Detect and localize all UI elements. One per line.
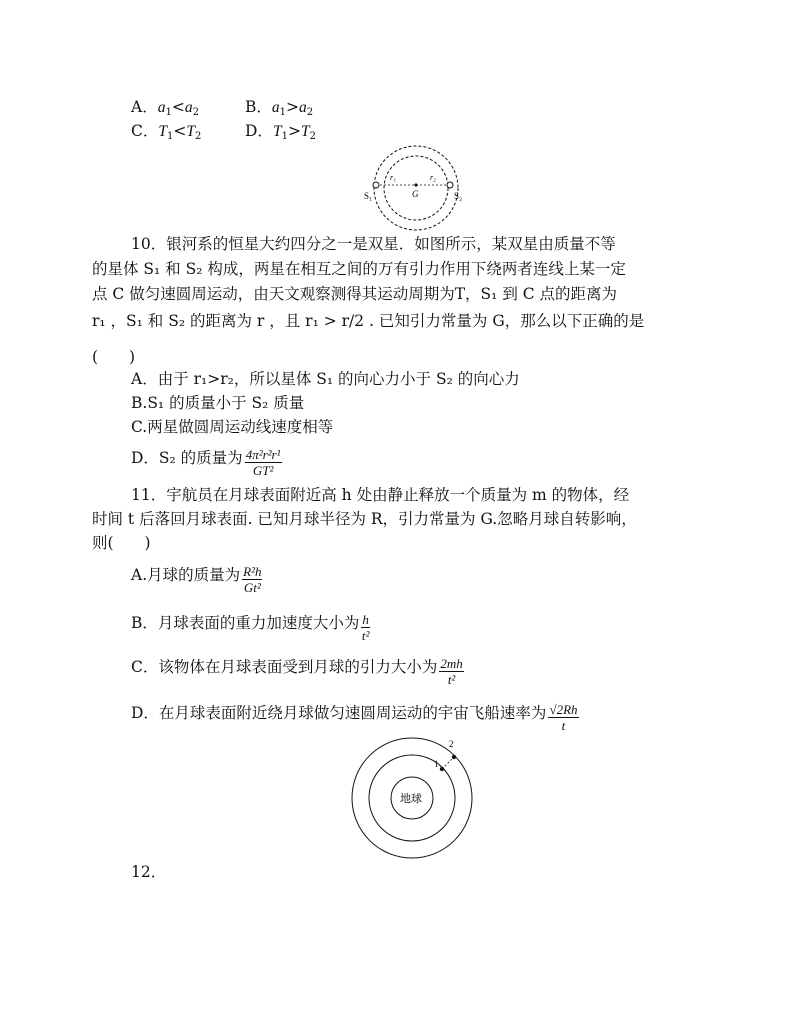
star-s2 <box>447 182 453 188</box>
q11-line-2: 时间 t 后落回月球表面. 已知月球半径为 R，引力常量为 G.忽略月球自转影响， <box>92 510 637 528</box>
q10-line-1: 10．银河系的恒星大约四分之一是双星．如图所示，某双星由质量不等 <box>131 235 616 253</box>
binary-star-figure <box>360 142 472 234</box>
q10-line-2: 的星体 S₁ 和 S₂ 构成，两星在相互之间的万有引力作用下绕两者连线上某一定 <box>92 260 626 278</box>
q10-option-d: D．S₂ 的质量为 $\frac{\text{4π²r²r¹}}{\text{GT²}}$ <box>131 447 281 478</box>
q10-bracket: ( ) <box>92 348 136 366</box>
q11-option-a: A.月球的质量为 $\frac{\text{R²h}}{\text{Gt²}}$ <box>131 564 262 595</box>
earth-orbit-figure <box>328 735 478 861</box>
q9-option-c: C．$T_1<T_2$ <box>131 122 202 142</box>
label-r2: r₂ <box>430 173 436 182</box>
q11-option-d: D．在月球表面附近绕月球做匀速圆周运动的宇宙飞船速率为 $\frac{√2Rh}{t}$ <box>131 702 578 733</box>
q10-option-a: A．由于 r₁>r₂，所以星体 S₁ 的向心力小于 S₂ 的向心力 <box>131 370 520 388</box>
q11-line-1: 11．宇航员在月球表面附近高 h 处由静止释放一个质量为 m 的物体，经 <box>131 486 630 504</box>
q9-option-a: A．$a_1<a_2$ <box>131 98 199 118</box>
label-g: G <box>412 189 419 199</box>
q10-option-b: B.S₁ 的质量小于 S₂ 质量 <box>131 394 305 412</box>
q11-line-3: 则( ) <box>92 534 151 552</box>
label-s2: S₂ <box>454 191 463 201</box>
point-2 <box>452 755 456 759</box>
label-s1: S₁ <box>364 191 373 201</box>
q10-line-4: r₁ ，S₁ 和 S₂ 的距离为 r ，且 r₁ > r/2 . 已知引力常量为 G，那么以下正确的是 <box>92 312 645 330</box>
q11-option-c: C．该物体在月球表面受到月球的引力大小为 $\frac{2mh}{\text{t²}}$ <box>131 656 463 687</box>
label-2: 2 <box>449 739 454 749</box>
label-r1: r₁ <box>390 173 396 182</box>
earth-label: 地球 <box>400 793 422 805</box>
q9-option-b: B．$a_1>a_2$ <box>245 98 314 118</box>
q10-option-c: C.两星做圆周运动线速度相等 <box>131 418 334 436</box>
label-1: 1 <box>434 759 439 769</box>
point-1 <box>440 767 444 771</box>
q9-option-d: D．$T_1>T_2$ <box>245 122 316 142</box>
center-g <box>414 183 417 186</box>
q11-option-b: B．月球表面的重力加速度大小为 $\frac{h}{\text{t²}}$ <box>131 612 370 643</box>
star-s1 <box>373 182 379 188</box>
orbit-s2 <box>384 156 448 220</box>
q12-number: 12． <box>131 863 167 881</box>
q10-line-3: 点 C 做匀速圆周运动，由天文观察测得其运动周期为T，S₁ 到 C 点的距离为 <box>92 285 618 303</box>
orbit-s1 <box>374 146 458 230</box>
